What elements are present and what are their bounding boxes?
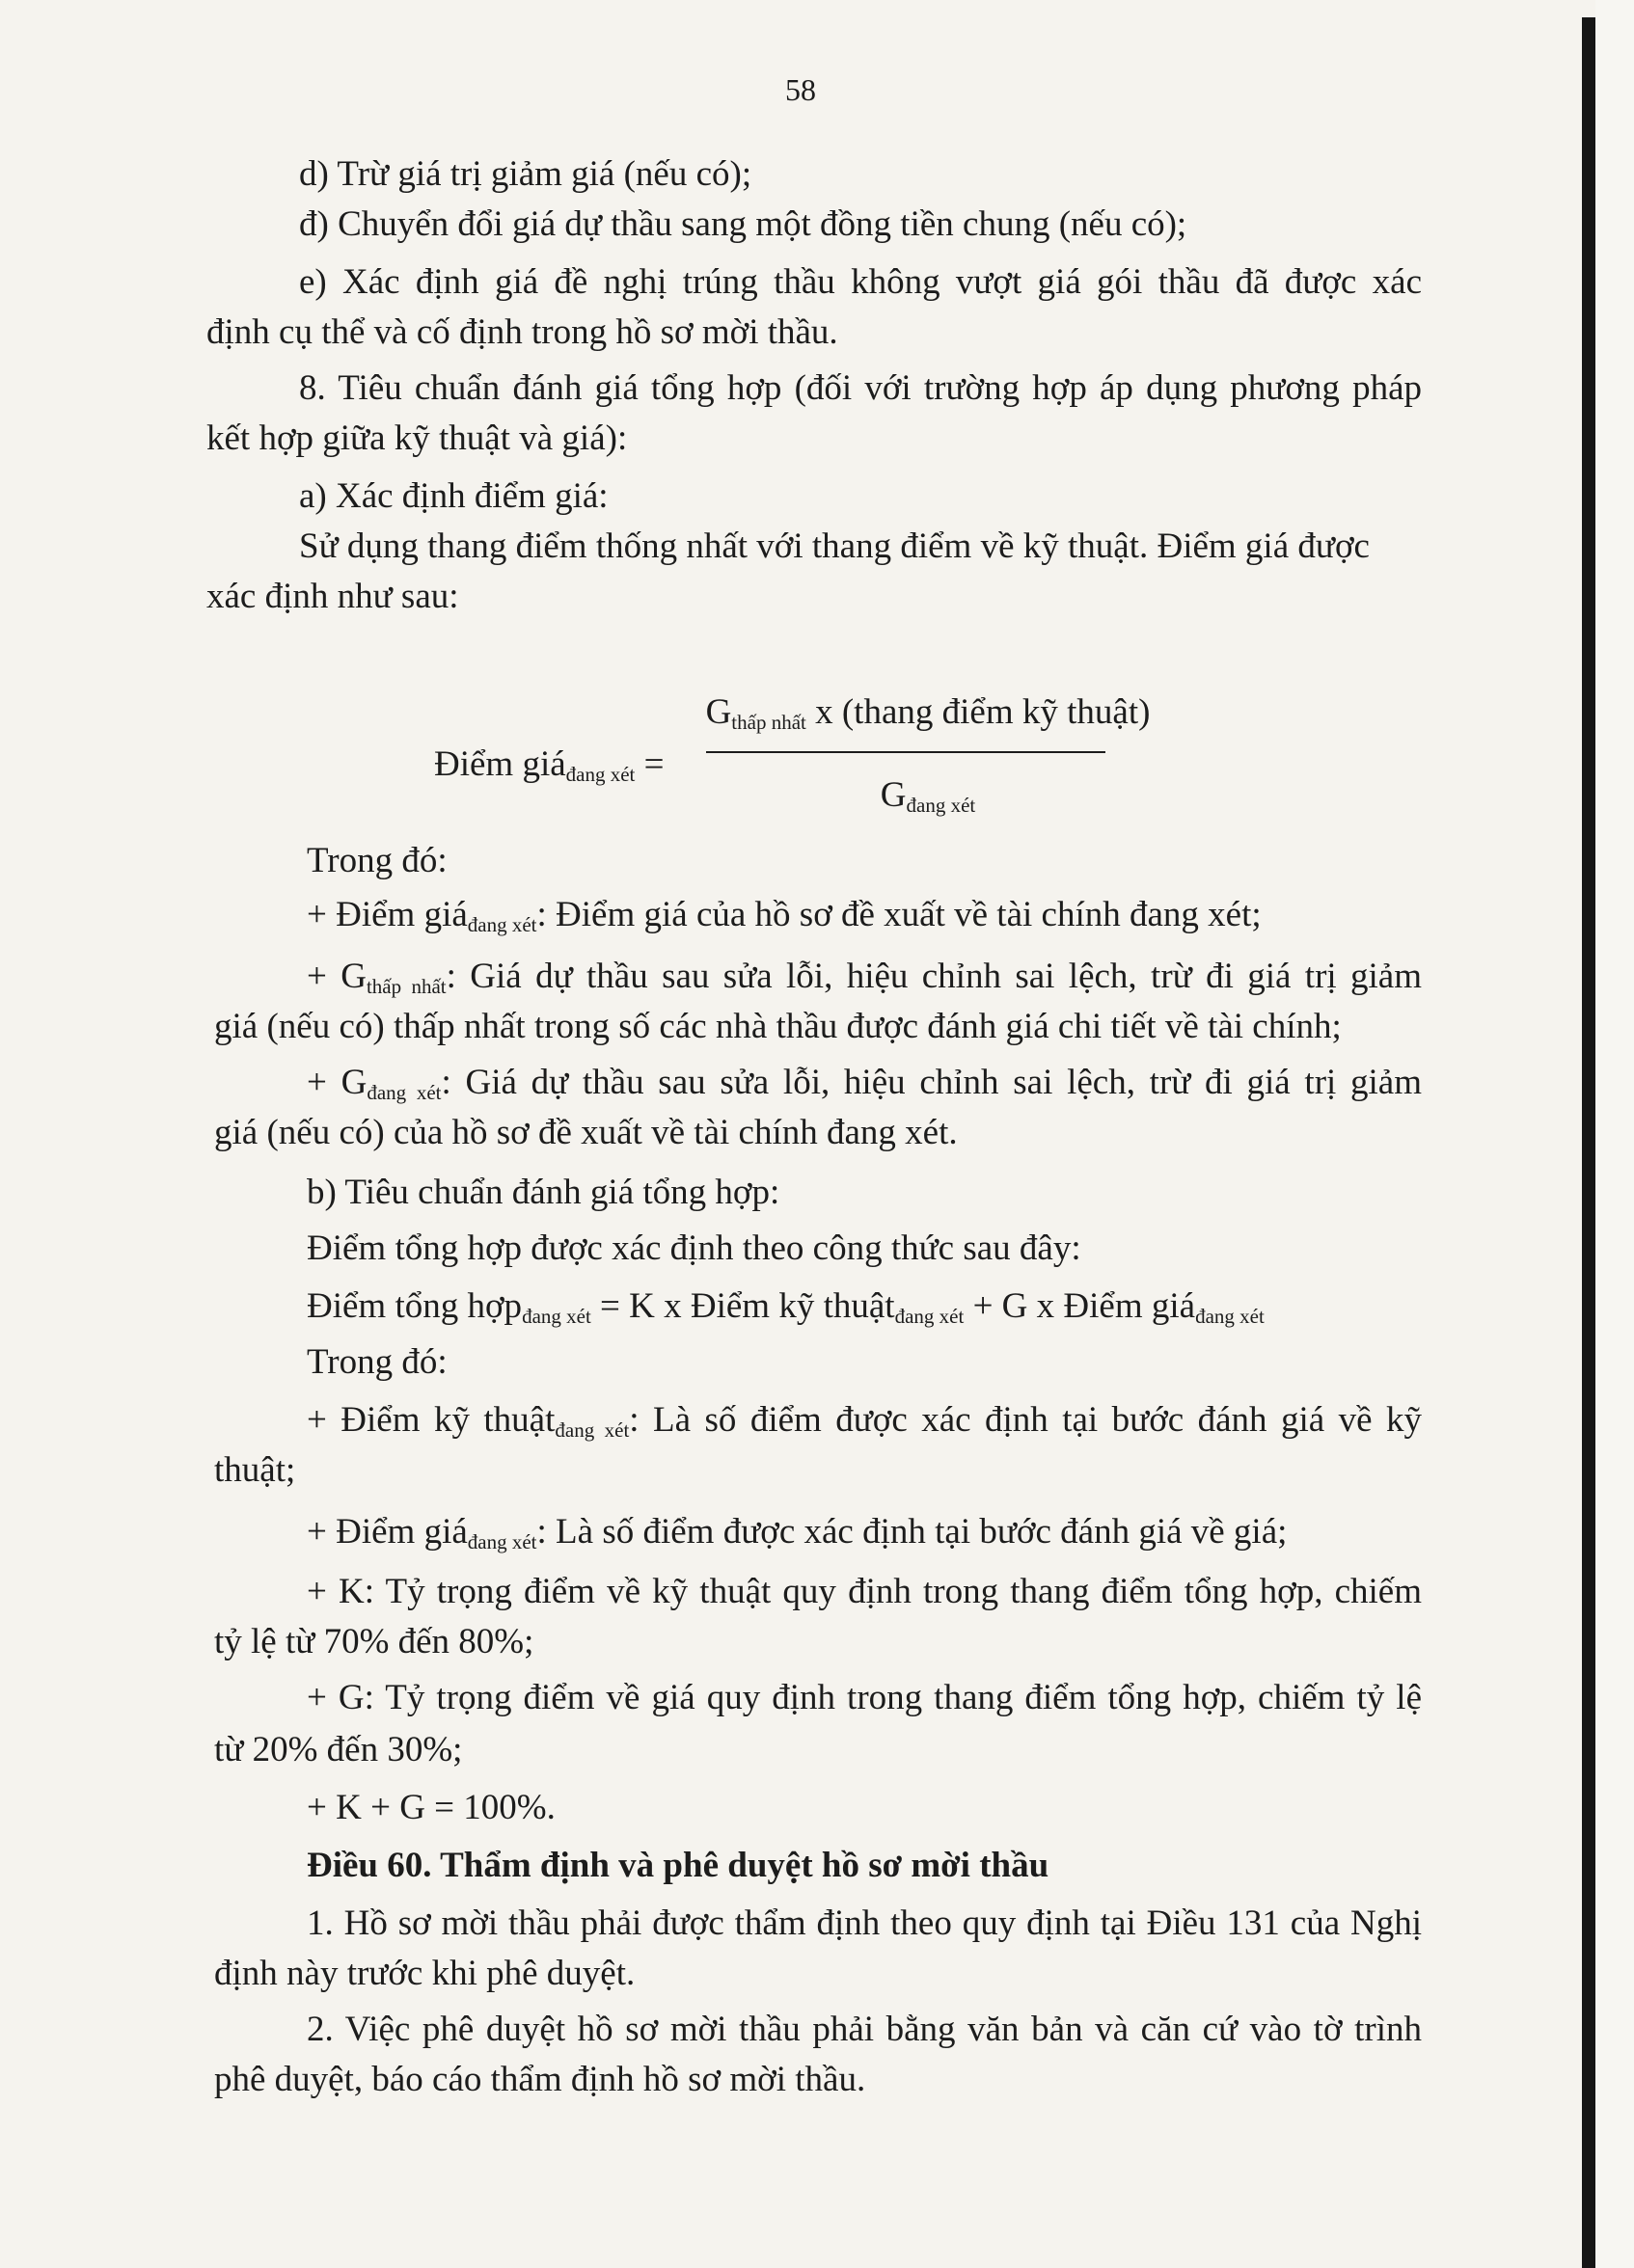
price-score-formula bbox=[434, 685, 1206, 829]
def-price-score: + Điểm giá$_{đang xét}$: Điểm giá của hồ sơ đề xuất về tài chính đang xét; bbox=[307, 895, 1262, 936]
def-tech-score-line-1: + Điểm kỹ thuật$_{đang xét}$: Là số điểm được xác định tại bước đánh giá về kỹ bbox=[307, 1400, 1422, 1442]
clause-8-line-1: 8. Tiêu chuẩn đánh giá tổng hợp (đối với trường hợp áp dụng phương pháp bbox=[299, 368, 1422, 408]
price-scale-line-2: xác định như sau: bbox=[206, 577, 459, 616]
def-k-line-1: + K: Tỷ trọng điểm về kỹ thuật quy định trong thang điểm tổng hợp, chiếm bbox=[307, 1572, 1422, 1611]
def-g-line-2: từ 20% đến 30%; bbox=[214, 1730, 463, 1769]
scan-margin bbox=[1595, 0, 1634, 2268]
item-d: d) Trừ giá trị giảm giá (nếu có); bbox=[299, 154, 752, 194]
item-e-line-1: e) Xác định giá đề nghị trúng thầu không vượt giá gói thầu đã được xác bbox=[299, 262, 1422, 302]
def-current-price-line-2: giá (nếu có) của hồ sơ đề xuất về tài chính đang xét. bbox=[214, 1113, 958, 1152]
where-label-2: Trong đó: bbox=[307, 1342, 448, 1382]
item-a: a) Xác định điểm giá: bbox=[299, 476, 609, 516]
article-60-heading: Điều 60. Thẩm định và phê duyệt hồ sơ mời thầu bbox=[307, 1846, 1049, 1885]
article-60-item-1-line-1: 1. Hồ sơ mời thầu phải được thẩm định theo quy định tại Điều 131 của Nghị bbox=[307, 1904, 1422, 1943]
def-lowest-price-line-2: giá (nếu có) thấp nhất trong số các nhà thầu được đánh giá chi tiết về tài chính; bbox=[214, 1007, 1342, 1046]
def-lowest-price-line-1: + $G_{thấp nhất}$: Giá dự thầu sau sửa lỗi, hiệu chỉnh sai lệch, trừ đi giá trị giảm bbox=[307, 957, 1423, 998]
item-dd: đ) Chuyển đổi giá dự thầu sang một đồng tiền chung (nếu có); bbox=[299, 204, 1187, 244]
scan-edge-shadow bbox=[1582, 17, 1595, 2268]
def-k-line-2: tỷ lệ từ 70% đến 80%; bbox=[214, 1622, 534, 1661]
weights-sum: + K + G = 100%. bbox=[307, 1788, 556, 1827]
page-number: 58 bbox=[785, 72, 816, 107]
article-60-item-1-line-2: định này trước khi phê duyệt. bbox=[214, 1954, 636, 1993]
total-score-formula: Điểm tổng hợp$_{đang xét}$ = K x Điểm kỹ thuật$_{đang xét}$ + G x Điểm giá$_{đang xét}$ bbox=[307, 1286, 1265, 1328]
where-label-1: Trong đó: bbox=[307, 841, 448, 880]
def-price-score-2: + Điểm giá$_{đang xét}$: Là số điểm được xác định tại bước đánh giá về giá; bbox=[307, 1512, 1288, 1553]
clause-8-line-2: kết hợp giữa kỹ thuật và giá): bbox=[206, 418, 628, 458]
item-b: b) Tiêu chuẩn đánh giá tổng hợp: bbox=[307, 1173, 780, 1212]
item-e-line-2: định cụ thể và cố định trong hồ sơ mời thầu. bbox=[206, 312, 838, 352]
formula-numerator: $G_{thấp nhất}$ x (thang điểm kỹ thuật) bbox=[705, 692, 1151, 734]
formula-left-side: Điểm giá$_{đang xét}$ = bbox=[434, 744, 665, 786]
def-tech-score-line-2: thuật; bbox=[214, 1450, 296, 1490]
total-score-intro: Điểm tổng hợp được xác định theo công thức sau đây: bbox=[307, 1228, 1081, 1268]
article-60-item-2-line-2: phê duyệt, báo cáo thẩm định hồ sơ mời thầu. bbox=[214, 2060, 866, 2099]
formula-fraction-bar bbox=[706, 751, 1105, 753]
price-scale-line-1: Sử dụng thang điểm thống nhất với thang điểm về kỹ thuật. Điểm giá được bbox=[299, 526, 1370, 566]
article-60-item-2-line-1: 2. Việc phê duyệt hồ sơ mời thầu phải bằng văn bản và căn cứ vào tờ trình bbox=[307, 2010, 1422, 2049]
def-current-price-line-1: + $G_{đang xét}$: Giá dự thầu sau sửa lỗi, hiệu chỉnh sai lệch, trừ đi giá trị giảm bbox=[307, 1063, 1423, 1104]
formula-denominator: $G_{đang xét}$ bbox=[880, 775, 976, 817]
def-g-line-1: + G: Tỷ trọng điểm về giá quy định trong thang điểm tổng hợp, chiếm tỷ lệ bbox=[307, 1678, 1422, 1717]
